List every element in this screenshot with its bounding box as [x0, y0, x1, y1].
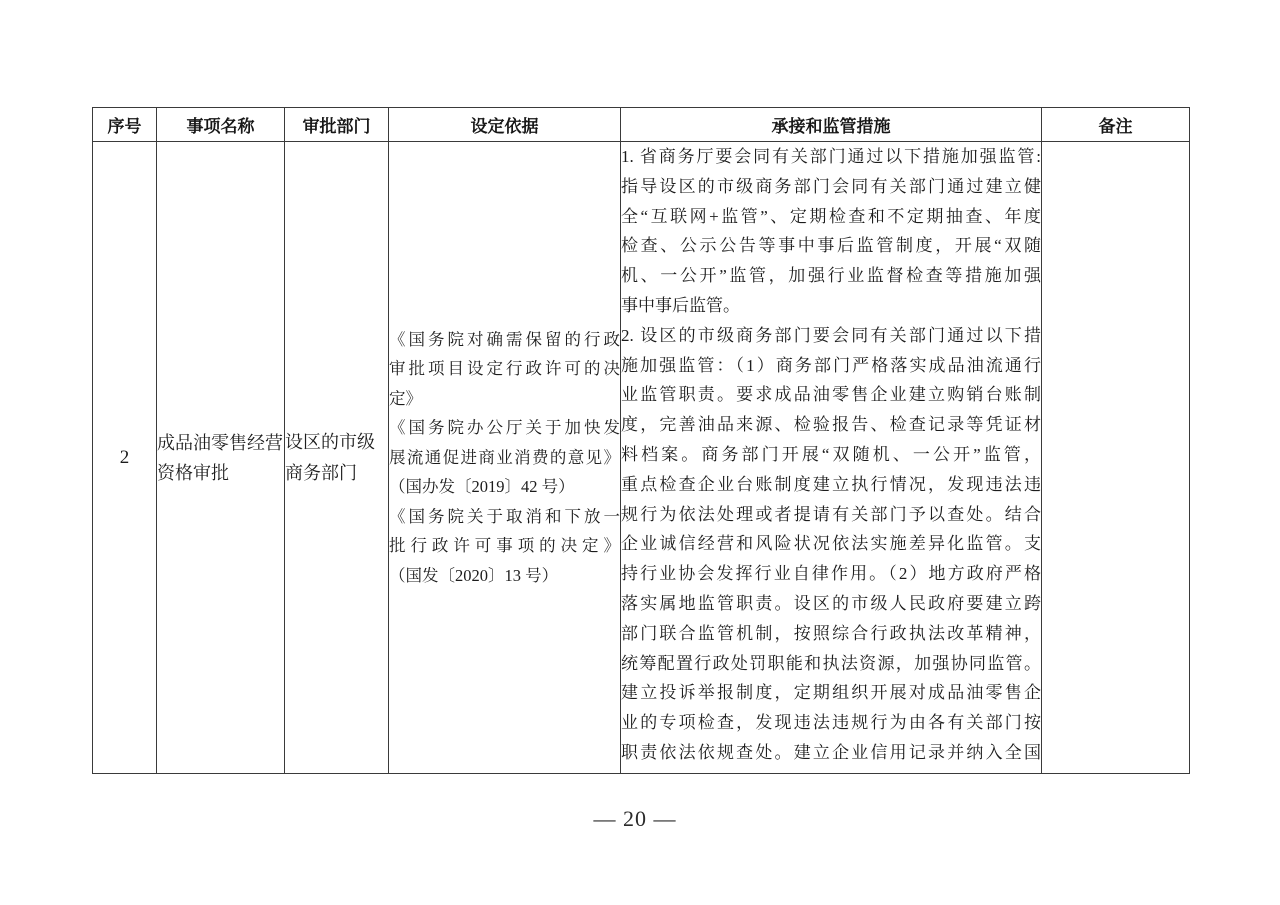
legal-basis-line: 《国务院关于取消和下放一: [389, 506, 620, 526]
measures-line: 2. 设区的市级商务部门要会同有关部门通过以下措: [621, 325, 1041, 345]
header-serial-number: 序号: [93, 108, 157, 142]
legal-basis-line: 定》: [389, 388, 422, 408]
legal-basis-line: 批行政许可事项的决定》: [389, 536, 620, 556]
measures-line: 事中事后监管。: [621, 295, 740, 315]
header-item-name: 事项名称: [157, 108, 285, 142]
table-header-row: [93, 108, 1190, 142]
legal-basis-line: 展流通促进商业消费的意见》: [389, 447, 620, 467]
table-row: [93, 142, 1190, 774]
measures-line: 全“互联网+监管”、定期检查和不定期抽查、年度: [621, 206, 1041, 226]
legal-basis-line: 《国务院办公厅关于加快发: [389, 418, 620, 438]
measures-line: 重点检查企业台账制度建立执行情况，发现违法违: [621, 474, 1041, 494]
legal-basis-line: 《国务院对确需保留的行政: [389, 329, 620, 349]
measures-line: 检查、公示公告等事中事后监管制度，开展“双随: [621, 236, 1041, 256]
cell-approval-department: 设区的市级商务部门: [285, 142, 389, 774]
legal-basis-line: （国发〔2020〕13 号）: [389, 565, 559, 585]
measures-line: 落实属地监管职责。设区的市级人民政府要建立跨: [621, 593, 1041, 613]
cell-remarks: [1042, 142, 1190, 774]
cell-measures: [621, 142, 1042, 774]
measures-line: 料档案。商务部门开展“双随机、一公开”监管，: [621, 444, 1041, 464]
measures-line: 统筹配置行政处罚职能和执法资源，加强协同监管。: [621, 653, 1041, 673]
legal-basis-line: （国办发〔2019〕42 号）: [389, 477, 575, 497]
approval-items-table: [92, 107, 1190, 774]
measures-line: 度，完善油品来源、检验报告、检查记录等凭证材: [621, 415, 1041, 435]
measures-line: 企业诚信经营和风险状况依法实施差异化监管。支: [621, 534, 1041, 554]
measures-line: 规行为依法处理或者提请有关部门予以查处。结合: [621, 504, 1041, 524]
header-remarks: 备注: [1042, 108, 1190, 142]
cell-item-name: 成品油零售经营资格审批: [157, 142, 285, 774]
measures-line: 施加强监管：（1）商务部门严格落实成品油流通行: [621, 355, 1041, 375]
measures-line: 1. 省商务厅要会同有关部门通过以下措施加强监管:: [621, 147, 1041, 166]
legal-basis-line: 审批项目设定行政许可的决: [389, 359, 620, 379]
header-legal-basis: 设定依据: [389, 108, 621, 142]
page-number: — 20 —: [593, 806, 677, 831]
header-approval-department: 审批部门: [285, 108, 389, 142]
measures-line: 建立投诉举报制度，定期组织开展对成品油零售企: [621, 683, 1041, 703]
measures-line: 持行业协会发挥行业自律作用。（2）地方政府严格: [621, 564, 1041, 584]
cell-legal-basis: [389, 142, 621, 774]
measures-line: 指导设区的市级商务部门会同有关部门通过建立健: [621, 176, 1041, 196]
measures-line: 职责依法依规查处。建立企业信用记录并纳入全国: [621, 742, 1041, 762]
measures-line: 机、一公开”监管，加强行业监督检查等措施加强: [621, 266, 1041, 286]
measures-line: 业的专项检查，发现违法违规行为由各有关部门按: [621, 713, 1041, 733]
header-measures: 承接和监管措施: [621, 108, 1042, 142]
measures-line: 业监管职责。要求成品油零售企业建立购销台账制: [621, 385, 1041, 405]
cell-serial-number: 2: [93, 142, 157, 774]
measures-line: 部门联合监管机制，按照综合行政执法改革精神，: [621, 623, 1041, 643]
